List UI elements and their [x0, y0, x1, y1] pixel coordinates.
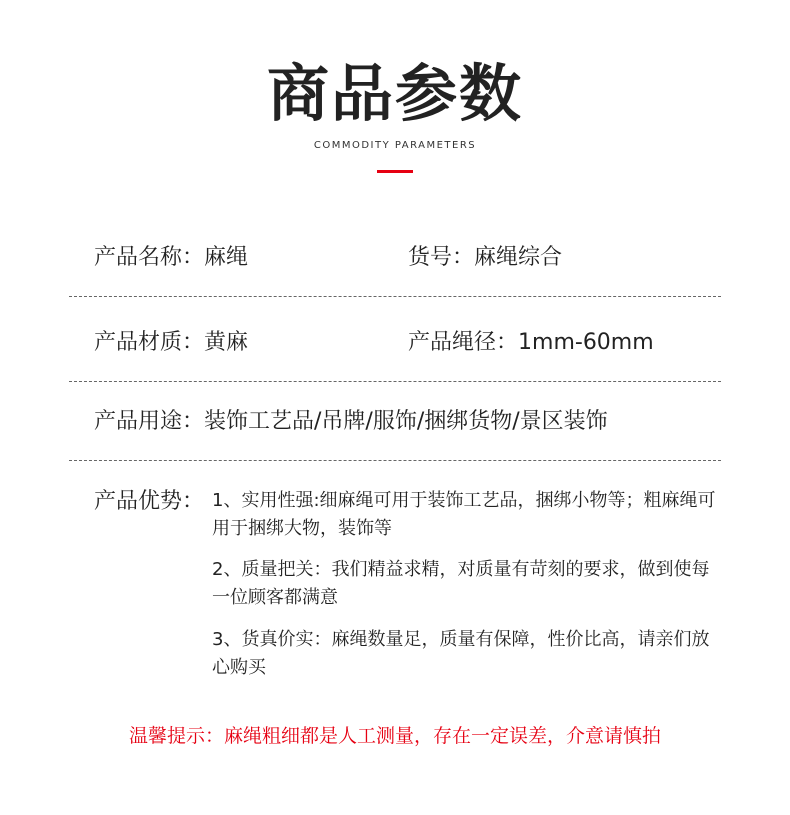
dashed-divider: [69, 460, 721, 461]
param-label: 货号：: [408, 245, 475, 270]
param-value: 1mm-60mm: [518, 330, 654, 355]
advantages-label: 产品优势：: [94, 489, 205, 514]
param-material: [94, 328, 248, 358]
advantage-item: 3、货真价实：麻绳数量足，质量有保障，性价比高，请亲们放心购买: [212, 629, 710, 678]
page-subtitle: COMMODITY PARAMETERS: [313, 140, 477, 151]
param-product-name: [94, 243, 248, 273]
param-value: 麻绳综合: [474, 245, 563, 270]
param-label: 产品名称：: [94, 245, 205, 270]
param-value: 黄麻: [204, 330, 249, 355]
param-label: 产品绳径：: [408, 330, 519, 355]
title-accent-bar: [377, 170, 413, 173]
param-label: 产品材质：: [94, 330, 205, 355]
page-title: 商品参数: [266, 57, 523, 130]
param-usage: [94, 407, 608, 437]
warm-notice: 温馨提示：麻绳粗细都是人工测量，存在一定误差，介意请慎拍: [128, 725, 661, 747]
param-value: 装饰工艺品/吊牌/服饰/捆绑货物/景区装饰: [204, 409, 608, 434]
param-label: 产品用途：: [94, 409, 205, 434]
param-value: 麻绳: [204, 245, 249, 270]
param-diameter: [408, 328, 654, 358]
advantage-item: 1、实用性强:细麻绳可用于装饰工艺品，捆绑小物等；粗麻绳可用于捆绑大物，装饰等: [212, 490, 716, 539]
dashed-divider: [69, 381, 721, 382]
param-sku: [408, 243, 562, 273]
dashed-divider: [69, 296, 721, 297]
advantage-item: 2、质量把关：我们精益求精，对质量有苛刻的要求，做到使每一位顾客都满意: [212, 559, 710, 608]
